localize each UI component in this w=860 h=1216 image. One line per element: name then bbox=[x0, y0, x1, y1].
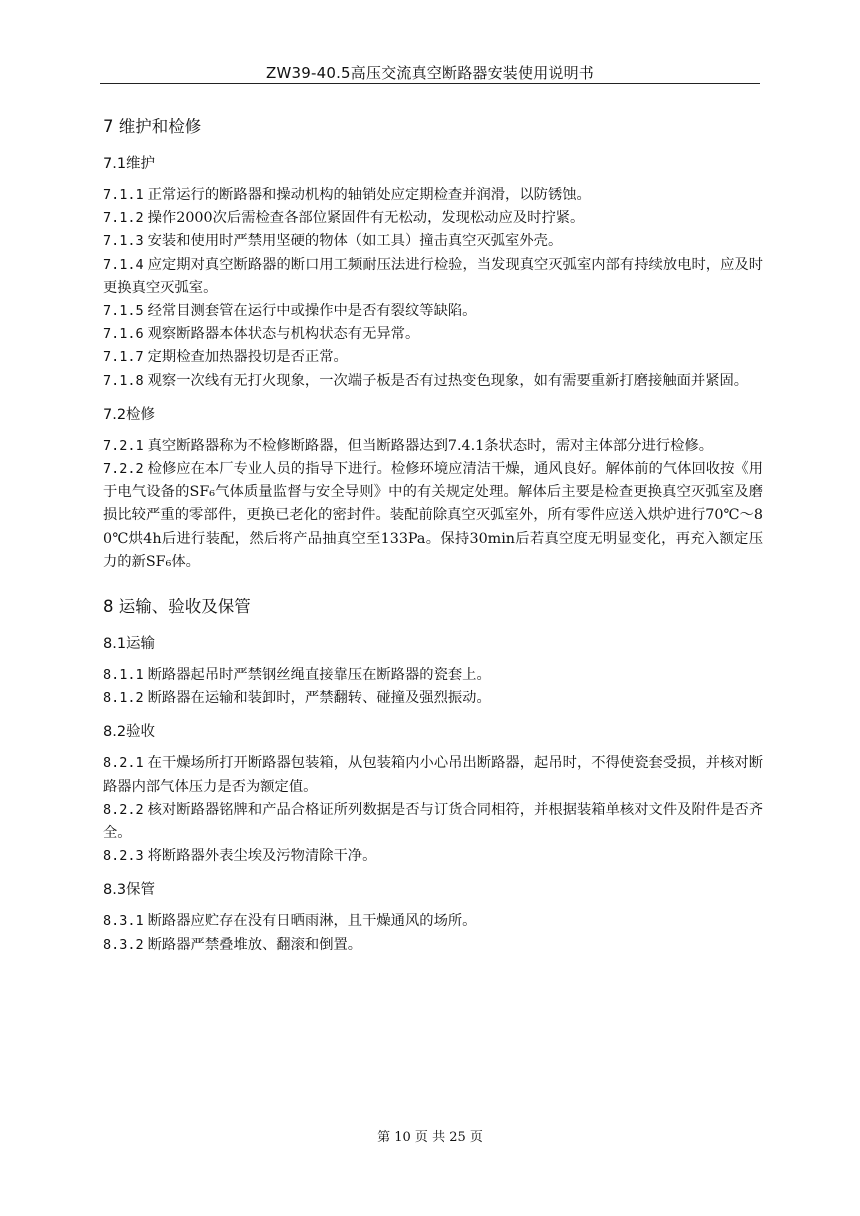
document-body bbox=[103, 100, 763, 957]
clause-number: 7.1.5 bbox=[103, 303, 144, 320]
clause-text: 观察断路器本体状态与机构状态有无异常。 bbox=[147, 326, 420, 343]
clause bbox=[103, 370, 763, 393]
clause-text: 定期检查加热器投切是否正常。 bbox=[147, 349, 348, 366]
page-header-title: ZW39-40.5高压交流真空断路器安装使用说明书 bbox=[265, 64, 594, 82]
clause-text: 断路器应贮存在没有日晒雨淋，且干燥通风的场所。 bbox=[147, 913, 477, 930]
clause-text: 核对断路器铭牌和产品合格证所列数据是否与订货合同相符，并根据装箱单核对文件及附件是否齐全。 bbox=[103, 801, 763, 842]
clause-text: 安装和使用时严禁用坚硬的物体（如工具）撞击真空灭弧室外壳。 bbox=[147, 233, 563, 250]
clause-text: 真空断路器称为不检修断路器，但当断路器达到7.4.1条状态时，需对主体部分进行检修。 bbox=[147, 437, 713, 454]
clause-number: 8.3.2 bbox=[103, 936, 144, 953]
clause bbox=[103, 687, 763, 710]
subsection-heading: 8.3保管 bbox=[103, 882, 156, 899]
clause bbox=[103, 458, 763, 574]
clause-number: 8.2.1 bbox=[103, 755, 144, 772]
clause-number: 8.2.2 bbox=[103, 801, 144, 818]
page-footer-number: 第 10 页 共 25 页 bbox=[377, 1130, 483, 1145]
clause-text: 经常目测套管在运行中或操作中是否有裂纹等缺陷。 bbox=[147, 303, 477, 320]
subsection-7-1 bbox=[103, 153, 763, 393]
subsection-heading: 8.1运输 bbox=[103, 636, 156, 653]
clause-text: 正常运行的断路器和操动机构的轴销处应定期检查并润滑，以防锈蚀。 bbox=[147, 187, 591, 203]
clause-text: 断路器严禁叠堆放、翻滚和倒置。 bbox=[147, 936, 363, 953]
clause-number: 8.3.1 bbox=[103, 913, 144, 930]
clause-text: 操作2000次后需检查各部位紧固件有无松动，发现松动应及时拧紧。 bbox=[147, 210, 585, 227]
clause bbox=[103, 799, 763, 845]
clause-text: 应定期对真空断路器的断口用工频耐压法进行检验，当发现真空灭弧室内部有持续放电时，应及时更换真空灭弧室。 bbox=[103, 256, 763, 296]
clause-number: 8.1.1 bbox=[103, 667, 144, 684]
clause bbox=[103, 435, 763, 458]
clause bbox=[103, 934, 763, 957]
clause bbox=[103, 664, 763, 687]
section-8 bbox=[103, 592, 763, 957]
clause bbox=[103, 752, 763, 798]
clause-text: 将断路器外表尘埃及污物清除干净。 bbox=[147, 848, 377, 865]
clause bbox=[103, 346, 763, 369]
clause-text: 断路器在运输和装卸时，严禁翻转、碰撞及强烈振动。 bbox=[147, 690, 491, 707]
clause-text: 在干燥场所打开断路器包装箱，从包装箱内小心吊出断路器，起吊时，不得使瓷套受损，并核对断路器内部气体压力是否为额定值。 bbox=[103, 755, 763, 795]
clause-number: 7.1.2 bbox=[103, 210, 144, 227]
subsection-8-3 bbox=[103, 879, 763, 956]
subsection-heading: 8.2验收 bbox=[103, 724, 156, 741]
clause bbox=[103, 910, 763, 933]
clause-number: 7.2.2 bbox=[103, 461, 144, 478]
subsection-7-2 bbox=[103, 404, 763, 574]
clause-number: 7.1.8 bbox=[103, 372, 144, 389]
clause-number: 7.1.1 bbox=[103, 187, 144, 203]
subsection-heading: 7.1维护 bbox=[103, 156, 156, 172]
clause-number: 7.1.7 bbox=[103, 349, 144, 366]
clause-number: 8.1.2 bbox=[103, 690, 144, 707]
clause bbox=[103, 207, 763, 230]
subsection-heading: 7.2检修 bbox=[103, 406, 156, 423]
subsection-8-2 bbox=[103, 721, 763, 868]
clause-number: 7.2.1 bbox=[103, 437, 144, 454]
clause-number: 8.2.3 bbox=[103, 848, 144, 865]
clause-text: 观察一次线有无打火现象，一次端子板是否有过热变色现象，如有需要重新打磨接触面并紧固。 bbox=[147, 372, 749, 389]
header-rule bbox=[100, 83, 760, 84]
clause bbox=[103, 845, 763, 868]
section-heading: 8 运输、验收及保管 bbox=[103, 597, 251, 617]
clause bbox=[103, 254, 763, 300]
section-7 bbox=[103, 112, 763, 574]
clause-text: 检修应在本厂专业人员的指导下进行。检修环境应清洁干燥，通风良好。解体前的气体回收按《用于电气设备的SF₆气体质量监督与安全导则》中的有关规定处理。解体后主要是检查更换真空灭弧室及磨损比较严重的零部件，更换已老化的密封件。装配前除真空灭弧室外，所有零件应送入烘炉进行70℃～80℃烘4h后进行装配，然后将产品抽真空至133Pa。保持30min后若真空度无明显变化，再充入额定压力的新SF₆体。 bbox=[103, 461, 763, 570]
clause bbox=[103, 230, 763, 253]
clause bbox=[103, 323, 763, 346]
clause-text: 断路器起吊时严禁钢丝绳直接靠压在断路器的瓷套上。 bbox=[147, 667, 491, 684]
clause-number: 7.1.6 bbox=[103, 326, 144, 343]
clause bbox=[103, 300, 763, 323]
clause-number: 7.1.4 bbox=[103, 256, 144, 273]
clause bbox=[103, 184, 763, 207]
clause-number: 7.1.3 bbox=[103, 233, 144, 250]
subsection-8-1 bbox=[103, 633, 763, 710]
section-heading: 7 维护和检修 bbox=[103, 117, 202, 136]
